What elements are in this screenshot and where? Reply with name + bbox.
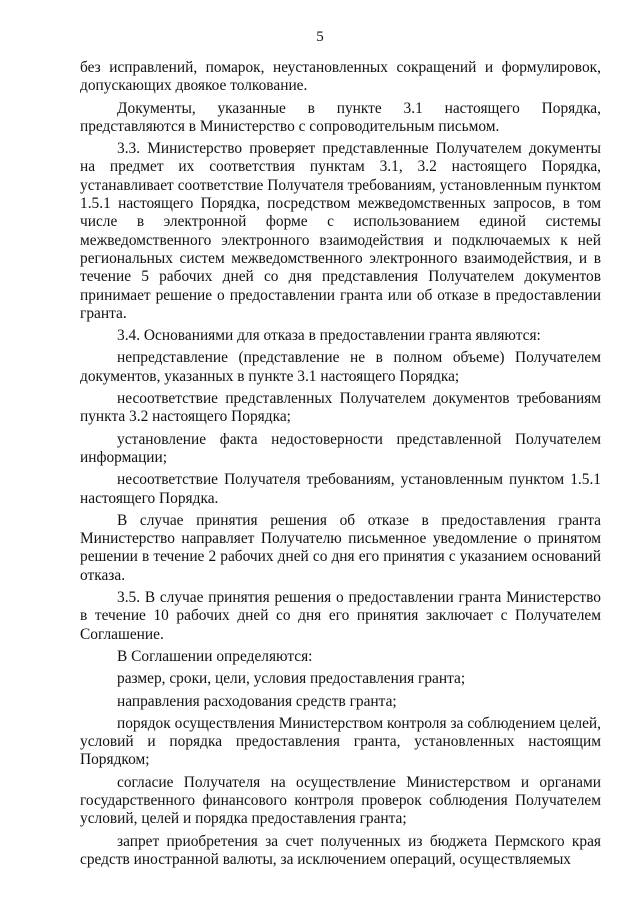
- list-item-refusal-basis: непредставление (представление не в полном объеме) Получателем документов, указанных в пункте 3.1 настоящего Порядка;: [80, 349, 601, 385]
- list-item-refusal-basis: несоответствие Получателя требованиям, установленным пунктом 1.5.1 настоящего Порядка.: [80, 471, 601, 507]
- paragraph-3-4: 3.4. Основаниями для отказа в предоставлении гранта являются:: [117, 327, 541, 345]
- list-item-agreement-term: согласие Получателя на осуществление Министерством и органами государственного финансового контроля проверок соблюдения Получателем условий, целей и порядка предоставления гранта;: [80, 773, 601, 828]
- paragraph-3-3: 3.3. Министерство проверяет представленные Получателем документы на предмет их соответствия пунктам 3.1, 3.2 настоящего Порядка, устанавливает соответствие Получателя требованиям, установленным пунктом 1.5.1 настоящего Порядка, посредством межведомственных запросов, в том числе в электронной форме с использованием единой системы межведомственного электронного взаимодействия и подключаемых к ней региональных систем межведомственного электронного взаимодействия, и в течение 5 рабочих дней со дня представления Получателем документов принимает решение о предоставлении гранта или об отказе в предоставлении гранта.: [80, 140, 601, 322]
- paragraph-continuation: без исправлений, помарок, неустановленных сокращений и формулировок, допускающих двоякое толкование.: [80, 59, 601, 95]
- list-item-agreement-term: размер, сроки, цели, условия предоставления гранта;: [117, 670, 466, 688]
- list-item-agreement-term: запрет приобретения за счет полученных из бюджета Пермского края средств иностранной валюты, за исключением операций, осуществляемых: [80, 832, 601, 868]
- paragraph-refusal-notice: В случае принятия решения об отказе в предоставления гранта Министерство направляет Получателю письменное уведомление о принятом решении в течение 2 рабочих дней со дня его принятия с указанием оснований отказа.: [80, 511, 601, 584]
- document-body: [80, 59, 601, 869]
- list-item-refusal-basis: несоответствие представленных Получателем документов требованиям пункта 3.2 настоящего Порядка;: [80, 390, 601, 426]
- list-item-agreement-term: направления расходования средств гранта;: [117, 692, 397, 710]
- paragraph-documents-submission: Документы, указанные в пункте 3.1 настоящего Порядка, представляются в Министерство с сопроводительным письмом.: [80, 99, 601, 135]
- list-item-refusal-basis: установление факта недостоверности представленной Получателем информации;: [80, 430, 601, 466]
- list-item-agreement-term: порядок осуществления Министерством контроля за соблюдением целей, условий и порядка предоставления гранта, установленных настоящим Порядком;: [80, 714, 601, 769]
- paragraph-3-5: 3.5. В случае принятия решения о предоставлении гранта Министерство в течение 10 рабочих дней со дня его принятия заключает с Получателем Соглашение.: [80, 589, 601, 643]
- paragraph-agreement-intro: В Соглашении определяются:: [117, 647, 313, 665]
- page-number: 5: [316, 29, 324, 45]
